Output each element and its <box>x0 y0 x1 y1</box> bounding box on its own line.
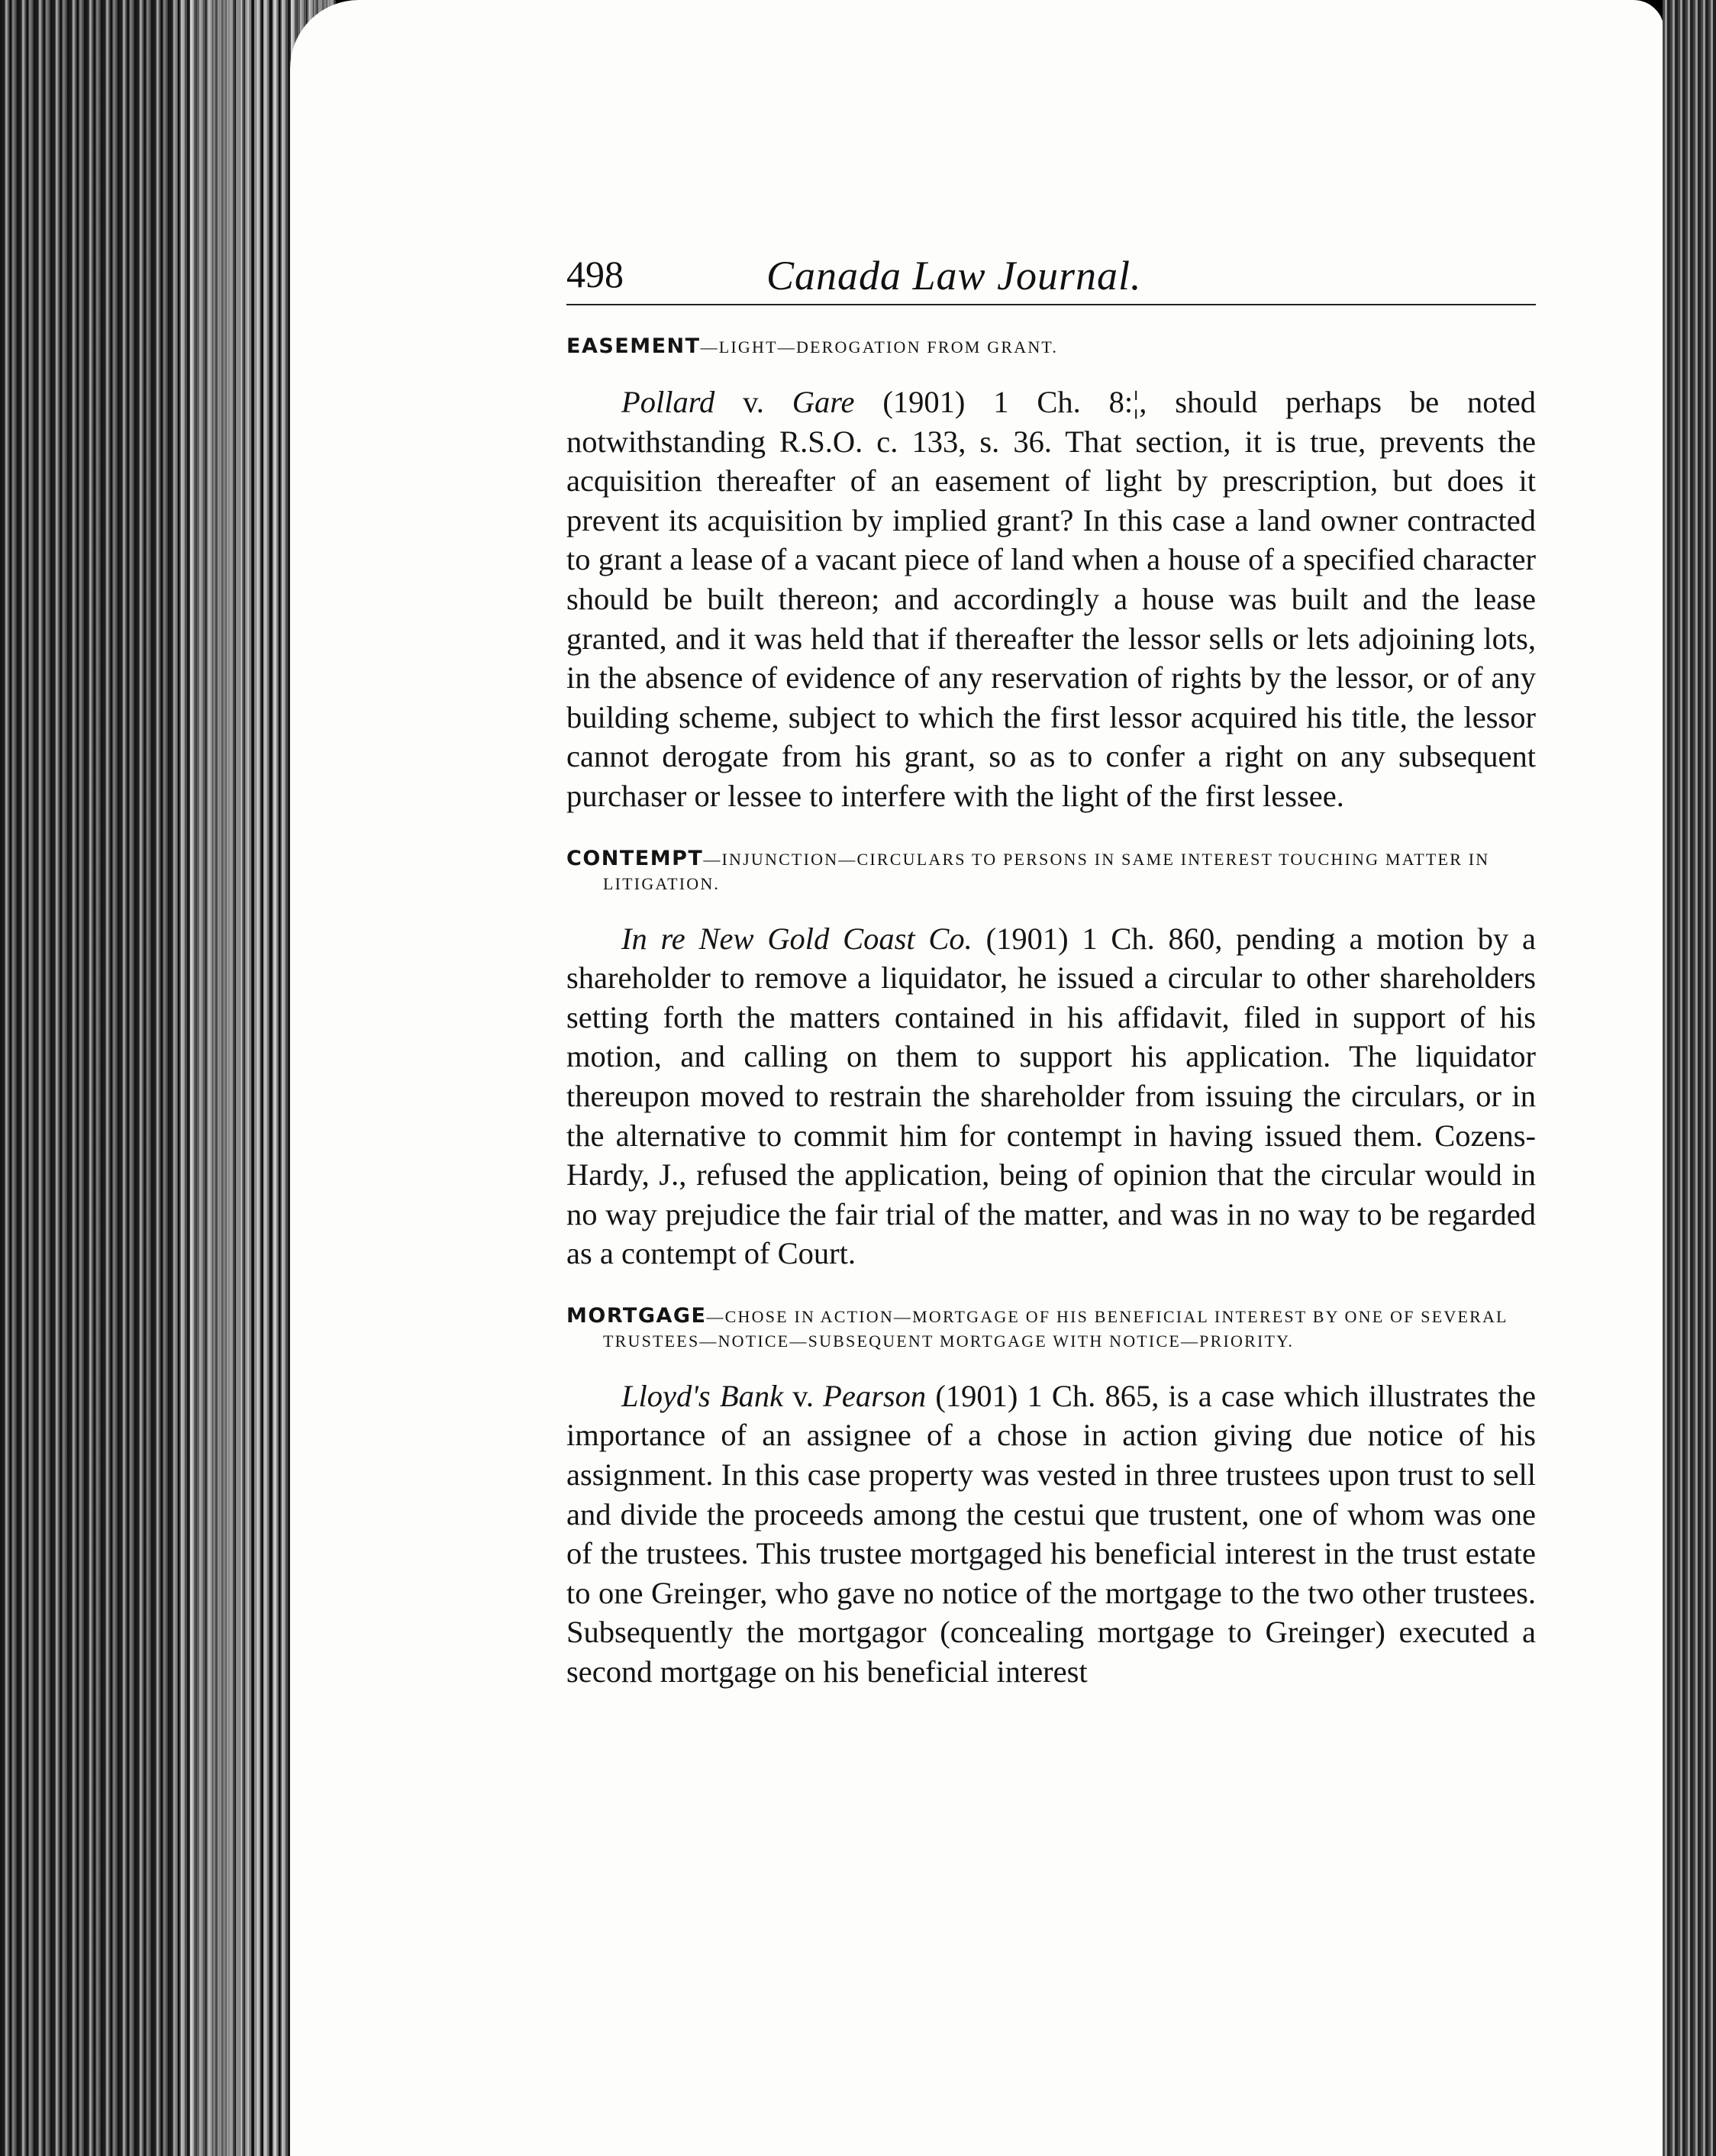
heading-keyword: EASEMENT <box>566 334 701 358</box>
heading-keyword: CONTEMPT <box>566 846 704 870</box>
case-citation: (1901) 1 Ch. 860, <box>972 921 1223 956</box>
heading-subheads: —LIGHT—DEROGATION FROM GRANT. <box>700 337 1059 357</box>
heading-keyword: MORTGAGE <box>566 1303 707 1328</box>
heading-subheads: —INJUNCTION—CIRCULARS TO PERSONS IN SAME INTEREST TOUCHING MATTER IN LITIGATION. <box>603 849 1490 893</box>
section-heading-mortgage <box>566 1304 1536 1354</box>
running-title: Canada Law Journal. <box>766 253 1142 299</box>
case-party-1: Lloyd's Bank <box>621 1378 784 1413</box>
case-connector: v. <box>714 385 792 419</box>
case-party-2: Pearson <box>823 1378 927 1413</box>
case-citation: (1901) 1 Ch. 8 <box>854 385 1124 419</box>
section-paragraph-contempt <box>566 919 1536 1273</box>
paragraph-text: is a case which illustrates the importance of an assignee of a chose in action giving due notice of his assignment. In this case property was vested in three trustees upon trust to sell and divide the proceeds among the cestui que trustent, one of whom was one of the trustees. This trustee mortgaged his beneficial interest in the trust estate to one Greinger, who gave no notice of the mortgage to the two other trustees. Subsequently the mortgagor (concealing mortgage to Greinger) executed a second mortgage on his beneficial interest <box>566 1378 1537 1690</box>
section-paragraph-mortgage <box>566 1377 1536 1692</box>
section-heading-contempt <box>566 847 1536 896</box>
section-heading-easement <box>566 334 1536 360</box>
case-name: In re New Gold Coast Co. <box>621 921 973 956</box>
case-citation: (1901) 1 Ch. 865, <box>926 1378 1160 1413</box>
case-connector: v. <box>783 1378 824 1413</box>
paragraph-text: :¦, should perhaps be noted notwithstanding R.S.O. c. 133, s. 36. That section, it is true, prevents the acquisition thereafter of an easement of light by prescription, but does it prevent its acquisition by implied grant? In this case a land owner contracted to grant a lease of a vacant piece of land when a house of a specified character should be built thereon; and accordingly a house was built and the lease granted, and it was held that if thereafter the lessor sells or lets adjoining lots, in the absence of evidence of any reservation of rights by the lessor, or of any building scheme, subject to which the first lessor acquired his title, the lessor cannot derogate from his grant, so as to confer a right on any subsequent purchaser or lessee to interfere with the light of the first lessee. <box>566 385 1536 813</box>
section-paragraph-easement <box>566 382 1536 816</box>
case-party-1: Pollard <box>621 385 715 419</box>
paragraph-text: pending a motion by a shareholder to remove a liquidator, he issued a circular to other shareholders setting forth the matters contained in his affidavit, filed in support of his motion, and calling on them to support his application. The liquidator thereupon moved to restrain the shareholder from issuing the circulars, or in the alternative to commit him for contempt in having issued them. Cozens-Hardy, J., refused the application, being of opinion that the circular would in no way prejudice the fair trial of the matter, and was in no way to be regarded as a contempt of Court. <box>566 921 1536 1271</box>
page-right-edge <box>1663 0 1716 2156</box>
heading-subheads: —CHOSE IN ACTION—MORTGAGE OF HIS BENEFICIAL INTEREST BY ONE OF SEVERAL TRUSTEES—NOTICE—SUBSEQUENT MORTGAGE WITH NOTICE—PRIORITY. <box>603 1306 1508 1351</box>
header-rule <box>566 304 1536 305</box>
page-header <box>566 244 1536 305</box>
article-body <box>566 334 1536 1722</box>
page-number: 498 <box>566 253 624 295</box>
case-party-2: Gare <box>792 385 855 419</box>
